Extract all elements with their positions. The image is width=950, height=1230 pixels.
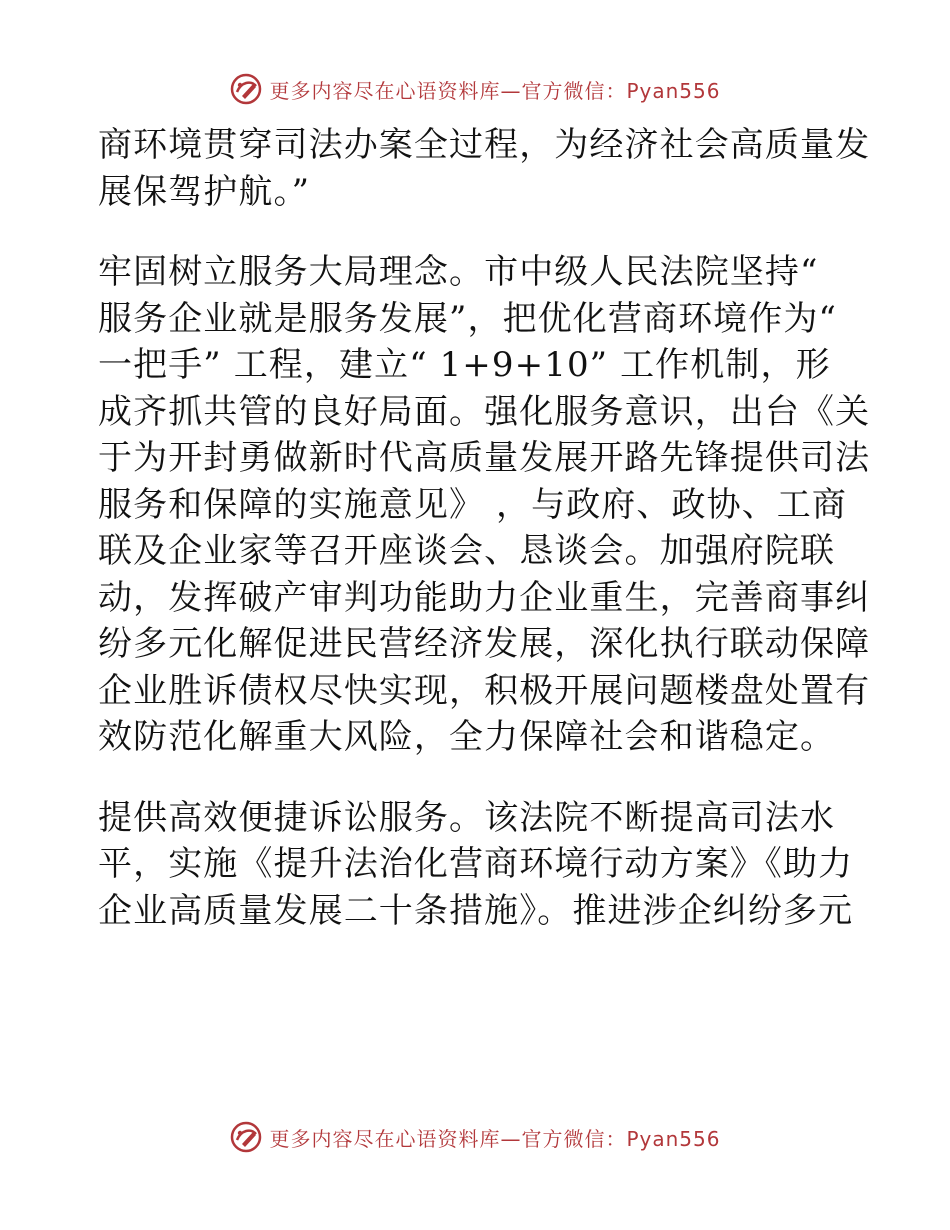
watermark-text: 更多内容尽在心语资料库—官方微信：Pyan556 [269, 78, 721, 103]
text-line: 展保驾护航。” [98, 171, 311, 212]
footer-watermark [0, 1120, 950, 1154]
text-line: 效防范化解重大风险，全力保障社会和谐稳定。 [98, 717, 836, 757]
header-watermark [0, 72, 950, 106]
text-line: 企业高质量发展二十条措施》。推进涉企纠纷多元 [98, 890, 854, 931]
text-line: 动，发挥破产审判功能助力企业重生，完善商事纠 [98, 577, 871, 618]
paragraph [98, 249, 871, 761]
brand-logo-icon [229, 72, 263, 106]
watermark-text: 更多内容尽在心语资料库—官方微信：Pyan556 [269, 1126, 721, 1151]
text-line: 服务和保障的实施意见》 ，与政府、政协、工商 [98, 484, 848, 525]
text-line: 一把手” 工程，建立“ 1+9+10” 工作机制，形 [98, 345, 831, 385]
text-line: 服务企业就是服务发展”，把优化营商环境作为“ [98, 298, 837, 339]
brand-logo-icon [229, 1120, 263, 1154]
text-line: 商环境贯穿司法办案全过程，为经济社会高质量发 [98, 125, 871, 165]
text-line: 企业胜诉债权尽快实现，积极开展问题楼盘处置有 [98, 670, 871, 711]
paragraph [98, 122, 871, 215]
paragraph [98, 795, 858, 935]
text-line: 牢固树立服务大局理念。市中级人民法院坚持“ [98, 252, 819, 292]
text-line: 纷多元化解促进民营经济发展，深化执行联动保障 [98, 624, 871, 664]
text-line: 成齐抓共管的良好局面。强化服务意识，出台《关 [98, 391, 871, 432]
text-line: 于为开封勇做新时代高质量发展开路先锋提供司法 [98, 438, 871, 478]
text-line: 提供高效便捷诉讼服务。该法院不断提高司法水 [98, 797, 836, 838]
document-body [98, 122, 871, 934]
text-line: 平，实施《提升法治化营商环境行动方案》《助力 [98, 844, 854, 884]
text-line: 联及企业家等召开座谈会、恳谈会。加强府院联 [98, 531, 836, 571]
